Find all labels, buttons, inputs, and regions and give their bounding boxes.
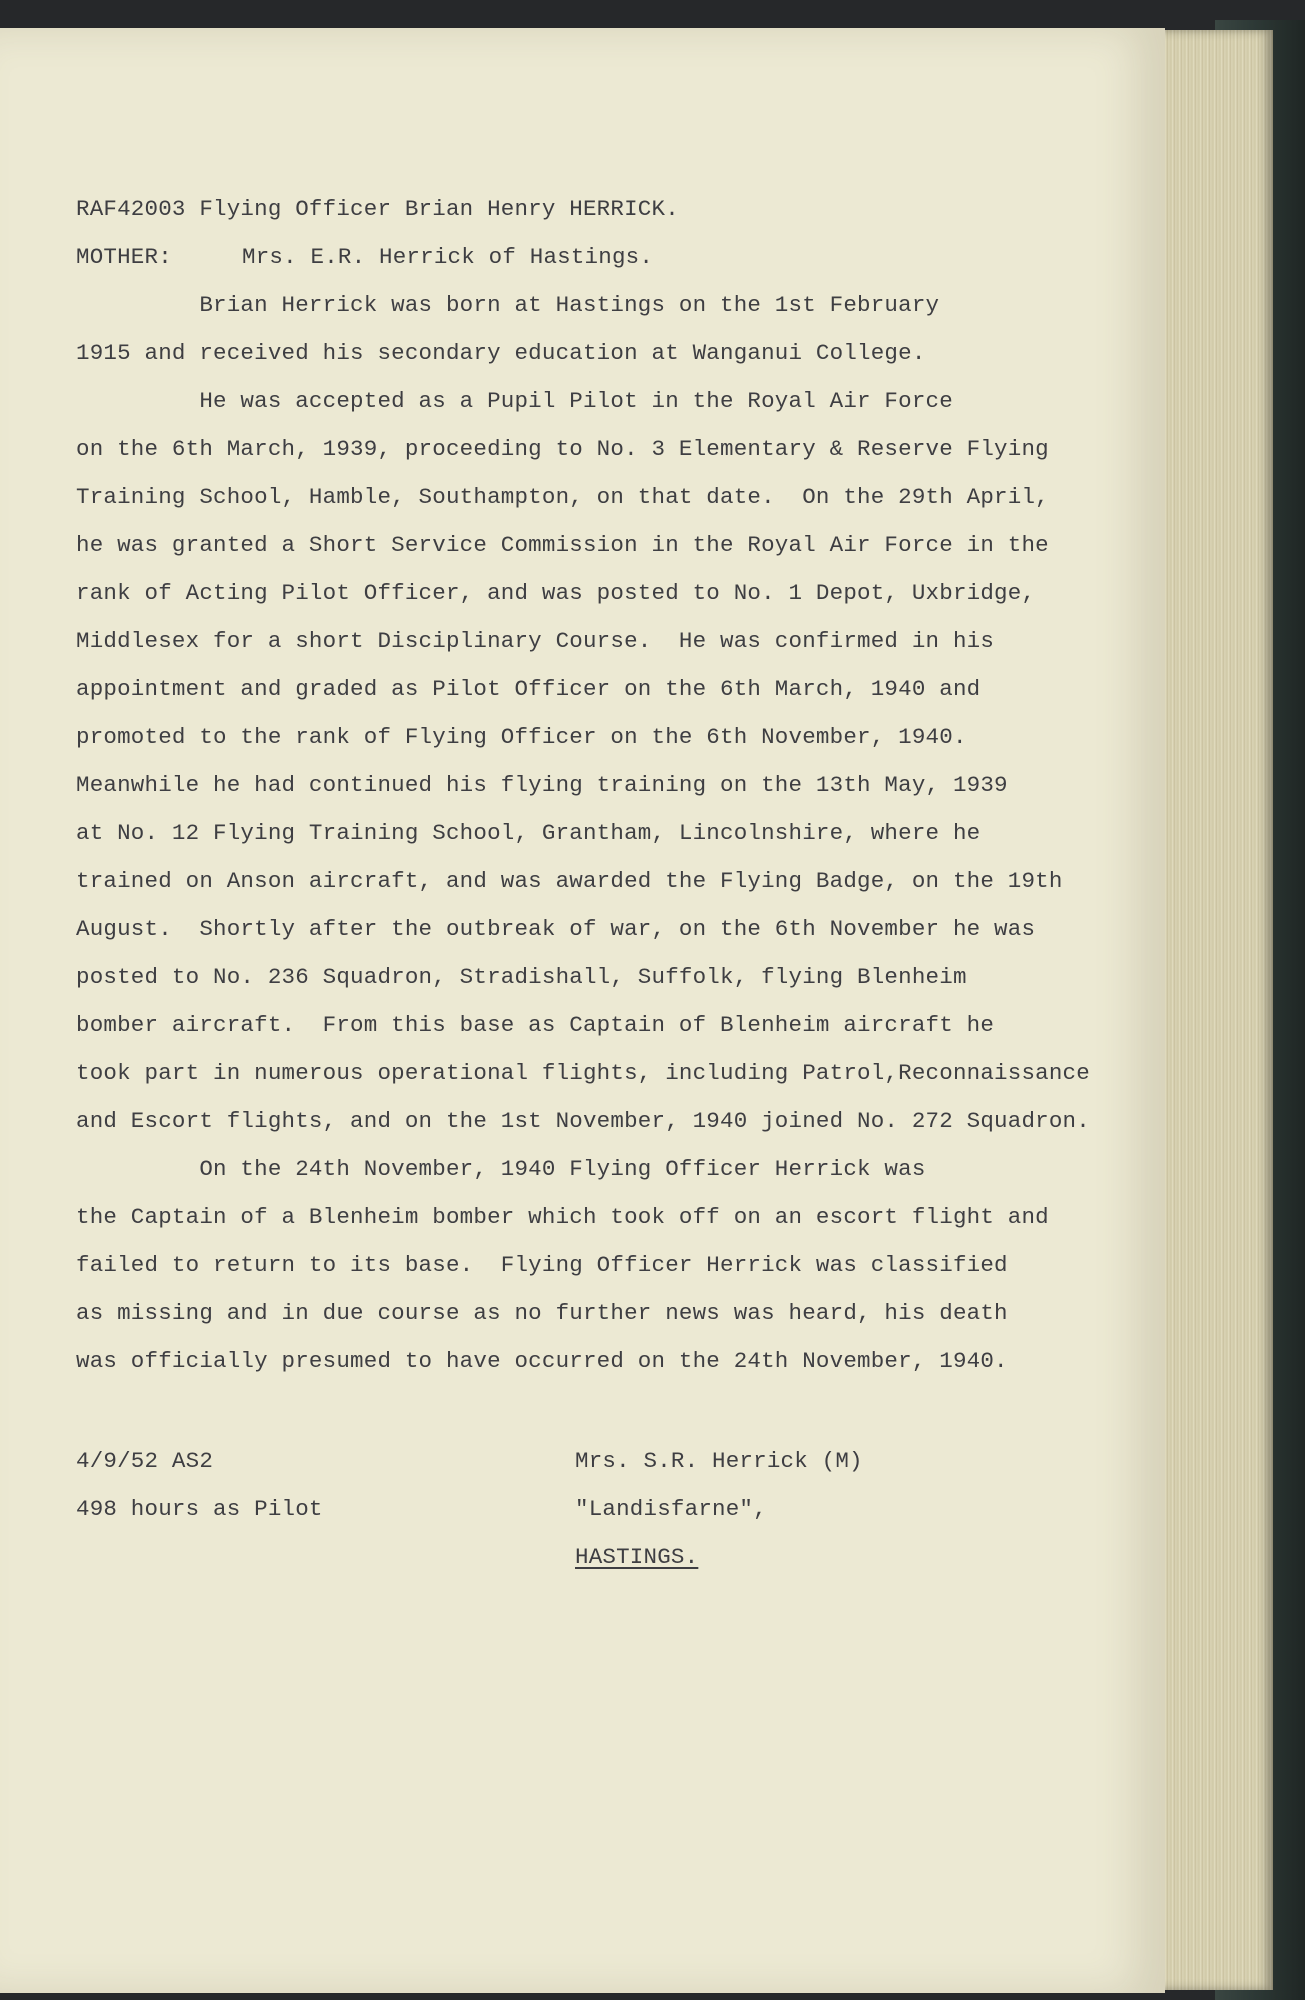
next-of-kin-town: HASTINGS.: [575, 1544, 699, 1570]
body-line: bomber aircraft. From this base as Captain of Blenheim aircraft he: [76, 1012, 995, 1038]
page-edges: [1148, 30, 1273, 1990]
body-line: August. Shortly after the outbreak of war, on the 6th November he was: [76, 916, 1036, 942]
body-line: as missing and in due course as no further news was heard, his death: [76, 1300, 1008, 1326]
body-line: he was granted a Short Service Commission in the Royal Air Force in the: [76, 532, 1049, 558]
body-line: trained on Anson aircraft, and was awarded the Flying Badge, on the 19th: [76, 868, 1063, 894]
body-line: took part in numerous operational flights, including Patrol,Reconnaissance: [76, 1060, 1090, 1086]
body-line: He was accepted as a Pupil Pilot in the Royal Air Force: [76, 388, 953, 414]
next-of-kin-house: "Landisfarne",: [575, 1496, 767, 1522]
record-title: RAF42003 Flying Officer Brian Henry HERRICK.: [76, 196, 679, 222]
body-line: failed to return to its base. Flying Officer Herrick was classified: [76, 1252, 1008, 1278]
body-line: at No. 12 Flying Training School, Grantham, Lincolnshire, where he: [76, 820, 981, 846]
body-line: on the 6th March, 1939, proceeding to No. 3 Elementary & Reserve Flying: [76, 436, 1049, 462]
body-line: Middlesex for a short Disciplinary Course. He was confirmed in his: [76, 628, 995, 654]
date-reference: 4/9/52 AS2: [76, 1448, 214, 1474]
mother-label: MOTHER:: [76, 244, 172, 270]
body-line: was officially presumed to have occurred on the 24th November, 1940.: [76, 1348, 1008, 1374]
body-line: rank of Acting Pilot Officer, and was posted to No. 1 Depot, Uxbridge,: [76, 580, 1036, 606]
body-line: posted to No. 236 Squadron, Stradishall, Suffolk, flying Blenheim: [76, 964, 967, 990]
body-line: appointment and graded as Pilot Officer on the 6th March, 1940 and: [76, 676, 981, 702]
body-line: Brian Herrick was born at Hastings on the 1st February: [76, 292, 940, 318]
body-line: On the 24th November, 1940 Flying Officer Herrick was: [76, 1156, 926, 1182]
document-page: [0, 28, 1165, 1993]
flying-hours: 498 hours as Pilot: [76, 1496, 323, 1522]
body-line: and Escort flights, and on the 1st November, 1940 joined No. 272 Squadron.: [76, 1108, 1090, 1134]
body-line: the Captain of a Blenheim bomber which took off on an escort flight and: [76, 1204, 1049, 1230]
body-line: Meanwhile he had continued his flying training on the 13th May, 1939: [76, 772, 1008, 798]
body-line: promoted to the rank of Flying Officer on the 6th November, 1940.: [76, 724, 967, 750]
next-of-kin-name: Mrs. S.R. Herrick (M): [575, 1448, 863, 1474]
body-line: Training School, Hamble, Southampton, on that date. On the 29th April,: [76, 484, 1049, 510]
mother-value: Mrs. E.R. Herrick of Hastings.: [242, 244, 654, 270]
body-line: 1915 and received his secondary education at Wanganui College.: [76, 340, 926, 366]
